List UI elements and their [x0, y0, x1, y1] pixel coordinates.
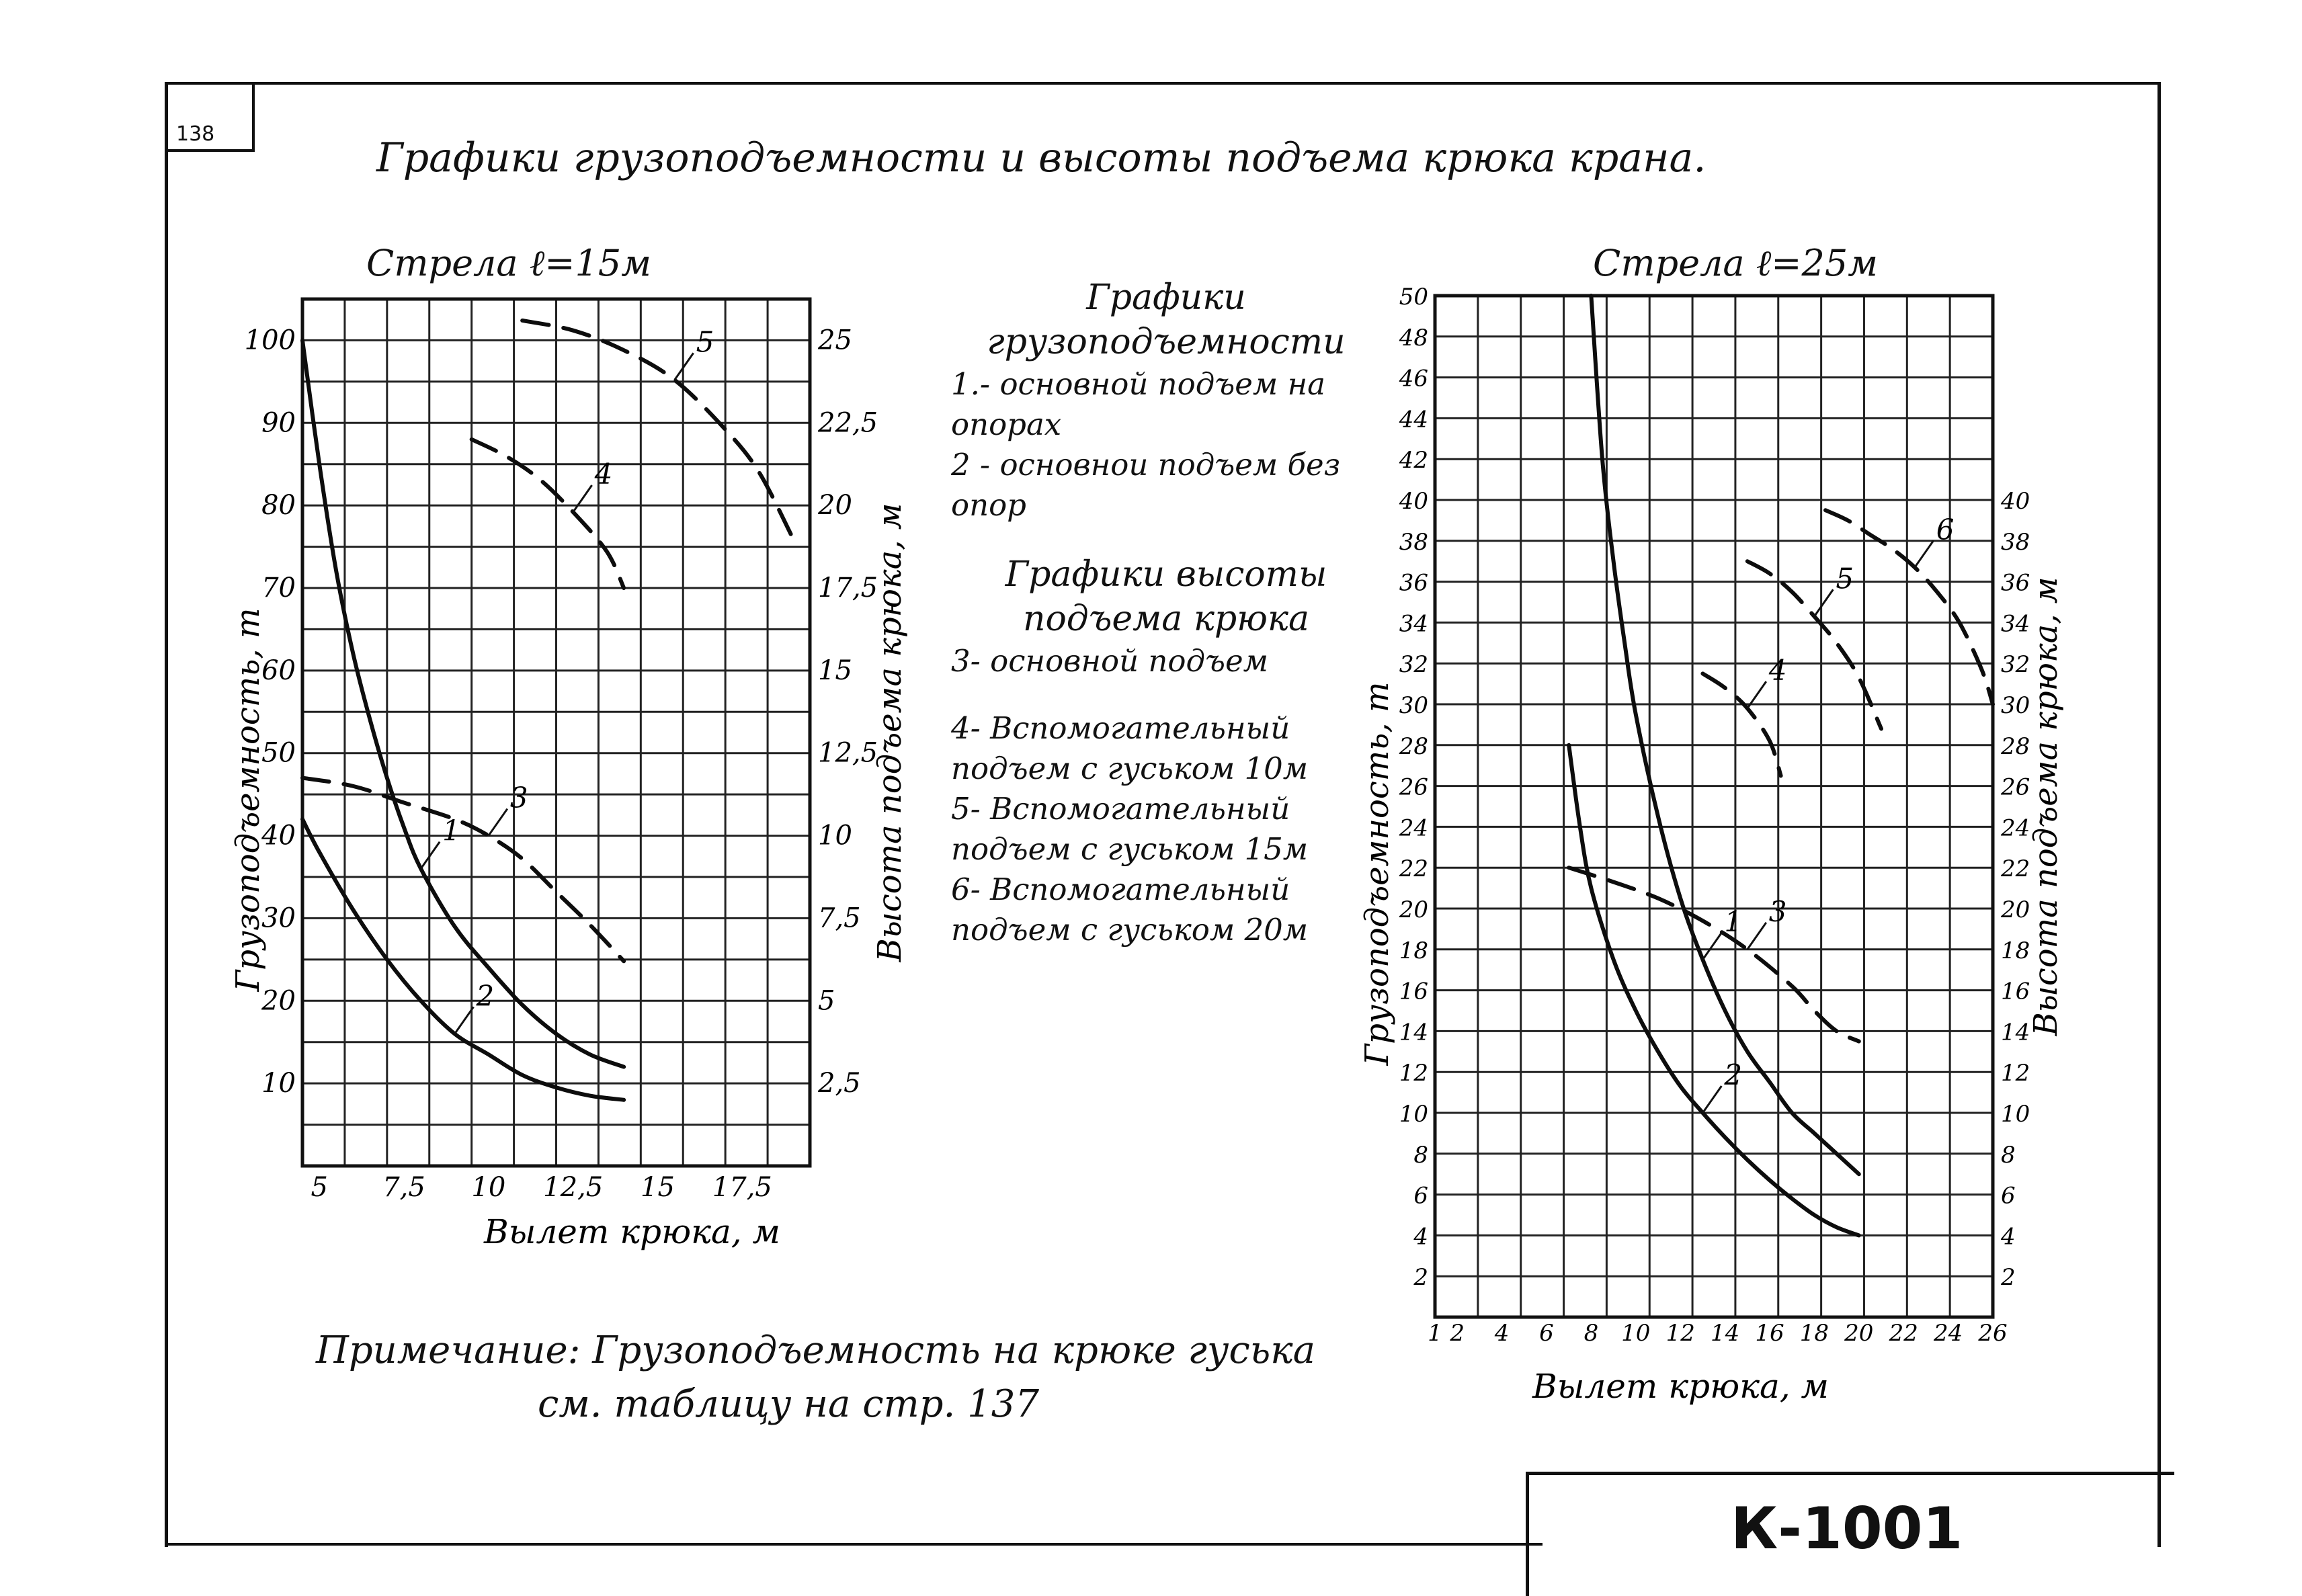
x-tick-label: 6	[1539, 1320, 1554, 1347]
y-tick-label: 46	[1399, 365, 1428, 392]
x-tick-label: 2	[1450, 1320, 1465, 1347]
y2-tick-label: 18	[2001, 937, 2030, 964]
y-tick-label: 14	[1399, 1019, 1428, 1046]
y2-tick-label: 20	[2001, 896, 2030, 923]
y-tick-label: 8	[1413, 1141, 1428, 1169]
x-tick-label: 18	[1799, 1320, 1830, 1347]
y-tick-label: 20	[261, 985, 296, 1017]
note-line-2: см. таблицу на стр. 137	[538, 1382, 1040, 1426]
y2-tick-label: 8	[2001, 1141, 2016, 1169]
x-axis-label: Вылет крюка, м	[1532, 1367, 1829, 1406]
x-tick-label: 12,5	[543, 1172, 604, 1203]
y2-axis-label: Высота подъема крюка, м	[871, 503, 909, 962]
y-axis-label: Грузоподъемность, т	[1358, 681, 1396, 1066]
y2-tick-label: 38	[2001, 528, 2030, 556]
y-tick-label: 12	[1399, 1060, 1428, 1087]
y-tick-label: 28	[1399, 732, 1428, 760]
legend-item-4: 4- Вспомогательный подъем с гуськом 10м	[951, 710, 1309, 786]
y2-tick-label: 6	[2001, 1182, 2016, 1210]
note	[316, 1324, 1315, 1431]
y-tick-label: 2	[1413, 1264, 1428, 1292]
y2-tick-label: 36	[2001, 569, 2030, 597]
chart1-title: Стрела ℓ=15м	[366, 242, 652, 284]
y-tick-label: 80	[261, 490, 296, 521]
y-tick-label: 24	[1399, 814, 1428, 842]
series-1-line	[1591, 296, 1858, 1174]
x-tick-label: 1	[1428, 1320, 1442, 1347]
series-3-line	[302, 778, 624, 962]
y-tick-label: 32	[1399, 651, 1428, 679]
chart-boom-15m	[229, 299, 909, 1251]
x-tick-label: 26	[1978, 1320, 2008, 1347]
x-tick-label: 7,5	[382, 1172, 425, 1203]
page-number: 138	[176, 122, 215, 146]
y-tick-label: 40	[261, 820, 296, 851]
legend-item-5: 5- Вспомогательный подъем с гуськом 15м	[951, 791, 1309, 867]
y-tick-label: 44	[1399, 406, 1428, 433]
chart-boom-25m	[1358, 284, 2065, 1406]
series-6-leader	[1915, 540, 1934, 567]
y-tick-label: 34	[1399, 610, 1428, 638]
series-2-label: 2	[476, 979, 495, 1013]
series-6-label: 6	[1936, 513, 1955, 546]
series-4-leader	[573, 485, 592, 512]
y2-tick-label: 14	[2001, 1019, 2030, 1046]
series-5-label: 5	[1836, 562, 1854, 595]
y2-tick-label: 28	[2001, 732, 2030, 760]
y2-tick-label: 16	[2001, 978, 2030, 1005]
x-tick-label: 12	[1666, 1320, 1695, 1347]
y-tick-label: 42	[1399, 447, 1428, 474]
x-tick-label: 16	[1755, 1320, 1784, 1347]
y-tick-label: 10	[1399, 1101, 1428, 1128]
y-tick-label: 10	[261, 1068, 296, 1099]
y-tick-label: 50	[261, 737, 296, 769]
y2-tick-label: 22,5	[818, 407, 878, 439]
y-tick-label: 16	[1399, 978, 1428, 1005]
x-axis-label: Вылет крюка, м	[484, 1212, 780, 1251]
series-3-label: 3	[509, 781, 528, 814]
y-tick-label: 4	[1413, 1223, 1428, 1251]
x-tick-label: 22	[1889, 1320, 1918, 1347]
legend-item-3: 3- основной подъем	[951, 643, 1268, 679]
x-tick-label: 4	[1494, 1320, 1510, 1347]
y-tick-label: 48	[1399, 324, 1428, 351]
y-tick-label: 18	[1399, 937, 1428, 964]
series-4-line	[1702, 673, 1780, 775]
legend-item-2: 2 - основнои подъем без опор	[951, 447, 1341, 523]
y2-tick-label: 5	[818, 985, 835, 1017]
series-3-leader	[489, 809, 507, 836]
y-tick-label: 20	[1399, 896, 1428, 923]
y2-tick-label: 4	[2001, 1223, 2016, 1251]
y2-tick-label: 22	[2001, 855, 2030, 883]
x-tick-label: 10	[471, 1172, 506, 1203]
series-3-leader	[1748, 923, 1766, 950]
x-tick-label: 15	[641, 1172, 675, 1203]
y2-tick-label: 32	[2001, 651, 2030, 679]
x-tick-label: 24	[1933, 1320, 1963, 1347]
series-4-label: 4	[594, 457, 613, 491]
y2-tick-label: 40	[2001, 488, 2030, 515]
y-tick-label: 100	[244, 325, 296, 356]
y2-tick-label: 17,5	[818, 573, 878, 603]
series-1-leader	[1702, 933, 1721, 960]
legend-capacity-heading: Графики грузоподъемности	[987, 278, 1346, 362]
y-tick-label: 36	[1399, 569, 1428, 597]
y2-tick-label: 12,5	[818, 737, 878, 769]
series-1-label: 1	[442, 814, 460, 847]
y-tick-label: 6	[1413, 1182, 1428, 1210]
legend	[951, 276, 1381, 950]
drawing-code: К-1001	[1731, 1495, 1963, 1562]
series-6-line	[1825, 510, 1993, 704]
note-line-1: Примечание: Грузоподъемность на крюке гуська	[316, 1329, 1316, 1372]
x-tick-label: 17,5	[712, 1172, 772, 1203]
page-title: Графики грузоподъемности и высоты подъема крюка крана.	[376, 134, 1707, 181]
series-5-leader	[1814, 589, 1833, 616]
y2-tick-label: 30	[2001, 692, 2030, 719]
y2-tick-label: 10	[2001, 1101, 2030, 1128]
y-axis-label: Грузоподъемность, т	[229, 607, 267, 992]
legend-item-1: 1.- основной подъем на опорах	[951, 366, 1325, 442]
series-3-label: 3	[1768, 894, 1787, 928]
series-4-label: 4	[1768, 654, 1787, 687]
x-tick-label: 20	[1844, 1320, 1874, 1347]
y2-tick-label: 7,5	[818, 902, 861, 934]
y-tick-label: 40	[1399, 488, 1428, 515]
y2-tick-label: 15	[818, 655, 852, 686]
legend-item-6: 6- Вспомогательный подъем с гуськом 20м	[951, 872, 1309, 948]
x-tick-label: 14	[1710, 1320, 1740, 1347]
x-tick-label: 5	[311, 1172, 328, 1203]
legend-height-heading: Графики высоты подъема крюка	[1005, 554, 1327, 639]
y-tick-label: 60	[261, 655, 296, 686]
series-5-label: 5	[696, 325, 714, 359]
y2-axis-label: Высота подъема крюка, м	[2027, 577, 2065, 1036]
plot-border	[1435, 296, 1993, 1317]
x-tick-label: 8	[1584, 1320, 1599, 1347]
y2-tick-label: 24	[2001, 814, 2030, 842]
y-tick-label: 26	[1399, 773, 1428, 801]
series-2-label: 2	[1724, 1058, 1743, 1091]
y-tick-label: 50	[1399, 284, 1428, 310]
y2-tick-label: 12	[2001, 1060, 2030, 1087]
series-1-line	[302, 340, 624, 1066]
y-tick-label: 38	[1399, 528, 1428, 556]
y2-tick-label: 2,5	[818, 1068, 861, 1099]
y2-tick-label: 26	[2001, 773, 2030, 801]
y-tick-label: 70	[261, 573, 296, 603]
y-tick-label: 30	[1399, 692, 1428, 719]
y2-tick-label: 25	[818, 325, 852, 356]
y2-tick-label: 10	[818, 820, 852, 851]
x-tick-label: 10	[1621, 1320, 1651, 1347]
drawing-stamp	[1526, 1472, 2174, 1596]
series-2-leader	[1702, 1086, 1721, 1113]
y-tick-label: 90	[261, 407, 296, 439]
y-tick-label: 22	[1399, 855, 1428, 883]
y2-tick-label: 34	[2001, 610, 2030, 638]
grid	[1435, 296, 1993, 1317]
y2-tick-label: 20	[818, 490, 852, 521]
y2-tick-label: 2	[2001, 1264, 2016, 1292]
series-1-label: 1	[1724, 905, 1743, 938]
y-tick-label: 30	[261, 902, 296, 934]
chart2-title: Стрела ℓ=25м	[1593, 242, 1879, 284]
